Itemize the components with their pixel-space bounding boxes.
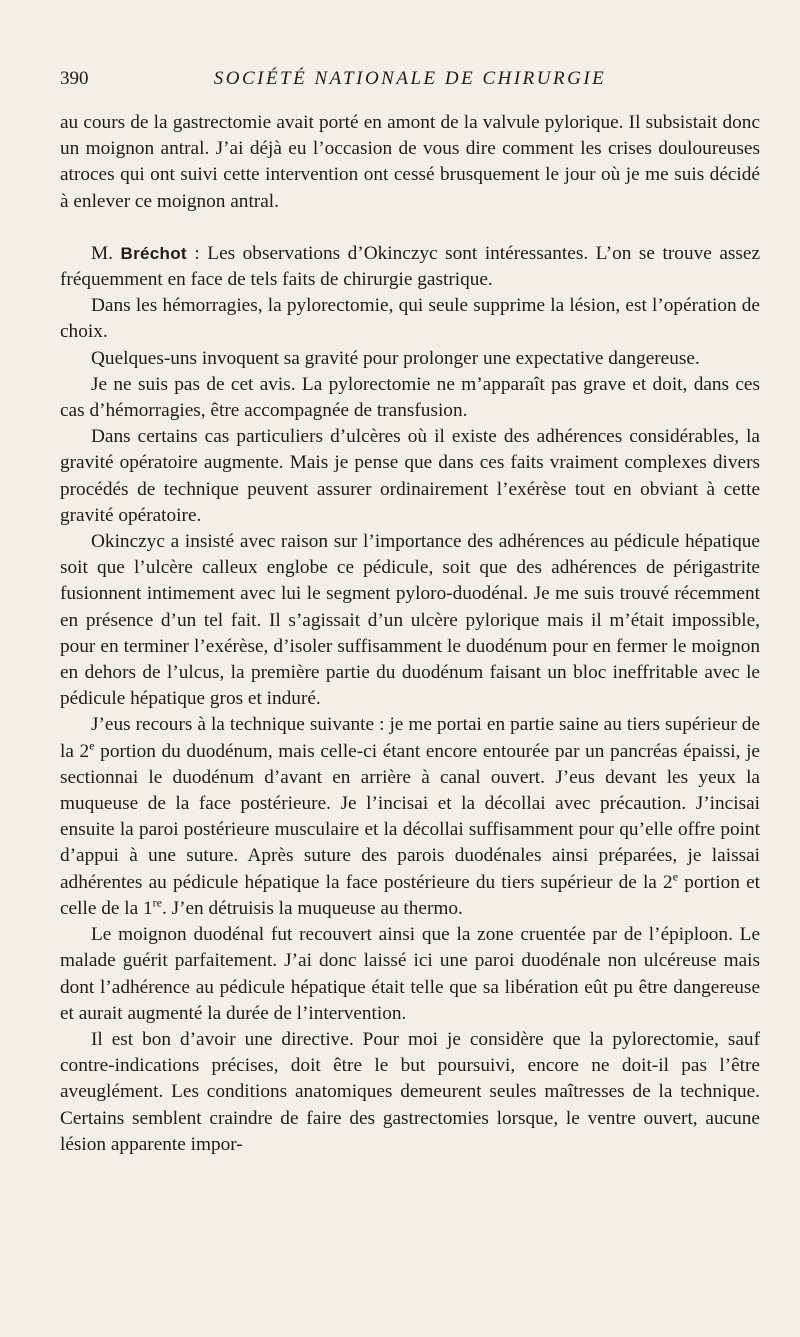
paragraph: Le moignon duodénal fut recouvert ainsi que la zone cruentée par de l’épiploon. Le malade guérit parfaitement. J’ai donc laissé ici une paroi duodénale non ulcéreuse mais dont l’adhérence au pédicule hépatique était telle que sa libération eût pu être dangereuse et aurait augmenté la durée de l’intervention. [60,924,760,1024]
paragraph: Quelques-uns invoquent sa gravité pour prolonger une expectative dangereuse. [91,347,700,369]
page-number: 390 [60,68,89,89]
paragraph-continuation: au cours de la gastrectomie avait porté en amont de la valvule pylorique. Il subsistait donc un moignon antral. J’ai déjà eu l’occasion de vous dire comment les crises douloureuses atroces qui ont suivi cette intervention ont cessé brusquement le jour où je me suis décidé à enlever ce moignon antral. [60,112,760,212]
superscript: re [152,895,162,910]
paragraph-text: : Les observations d’Okinczyc sont intéressantes. L’on se trouve assez fréquemment en face de tels faits de chirurgie gastrique. [60,242,761,291]
speaker-prefix: M. [91,242,121,264]
paragraph-text-part: portion du duodénum, mais celle-ci étant encore entourée par un pancréas épaissi, je sectionnai le duodénum d’avant en arrière à canal ouvert. J’eus devant les yeux la muqueuse de la face postérieure. Je l’incisai et la décollai avec précaution. J’incisai ensuite la paroi postérieure musculaire et la décollai suffisamment pour qu’elle offre point d’appui à une suture. Après suture des parois duodénales ainsi préparées, je laissai adhérentes au pédicule hépatique la face postérieure du tiers supérieur de la 2 [60,740,760,893]
paragraph: Il est bon d’avoir une directive. Pour moi je considère que la pylorectomie, sauf contre-indications précises, doit être le but poursuivi, encore ne doit-il pas l’être aveuglément. Les conditions anatomiques demeurent seules maîtresses de la technique. Certains semblent craindre de faire des gastrectomies lorsque, le ventre ouvert, aucune lésion apparente impor- [60,1028,760,1155]
paragraph-text-part: J’eus recours à la technique suivante : je me portai en partie saine au tiers supérieur de la 2 [60,714,760,762]
speaker-name: Bréchot [120,243,187,263]
superscript: e [672,869,679,884]
paragraph: Dans les hémorragies, la pylorectomie, qui seule supprime la lésion, est l’opération de choix. [60,295,760,343]
page-header [60,68,760,96]
paragraph: Okinczyc a insisté avec raison sur l’importance des adhérences au pédicule hépatique soit que l’ulcère calleux englobe ce pédicule, soit que des adhérences de périgastrite fusionnent intimement avec lui le segment pyloro-duodénal. Je me suis trouvé récemment en présence d’un tel fait. Il s’agissait d’un ulcère pylorique mais il m’était impossible, pour en terminer l’exérèse, d’isoler suffisamment le duodénum pour en fermer le moignon en dehors de l’ulcus, la première partie du duodénum faisant un bloc ineffritable avec le pédicule hépatique gros et induré. [60,531,760,710]
paragraph: Je ne suis pas de cet avis. La pylorectomie ne m’apparaît pas grave et doit, dans ces cas d’hémorragies, être accompagnée de transfusion. [60,373,760,422]
paragraph-technique [60,712,760,922]
running-title: SOCIÉTÉ NATIONALE DE CHIRURGIE [213,68,607,89]
paragraph-text-part: portion et celle de la 1 [60,871,760,919]
paragraph-brechot-intro [60,241,760,293]
body-text [60,110,760,1158]
paragraph-text-part: . J’en détruisis la muqueuse au thermo. [161,897,463,919]
paragraph: Dans certains cas particuliers d’ulcères où il existe des adhérences considérables, la gravité opératoire augmente. Mais je pense que dans ces faits vraiment complexes divers procédés de technique peuvent assurer ordinairement l’exérèse tout en obviant à cette gravité opératoire. [60,426,760,526]
superscript: e [89,738,95,753]
